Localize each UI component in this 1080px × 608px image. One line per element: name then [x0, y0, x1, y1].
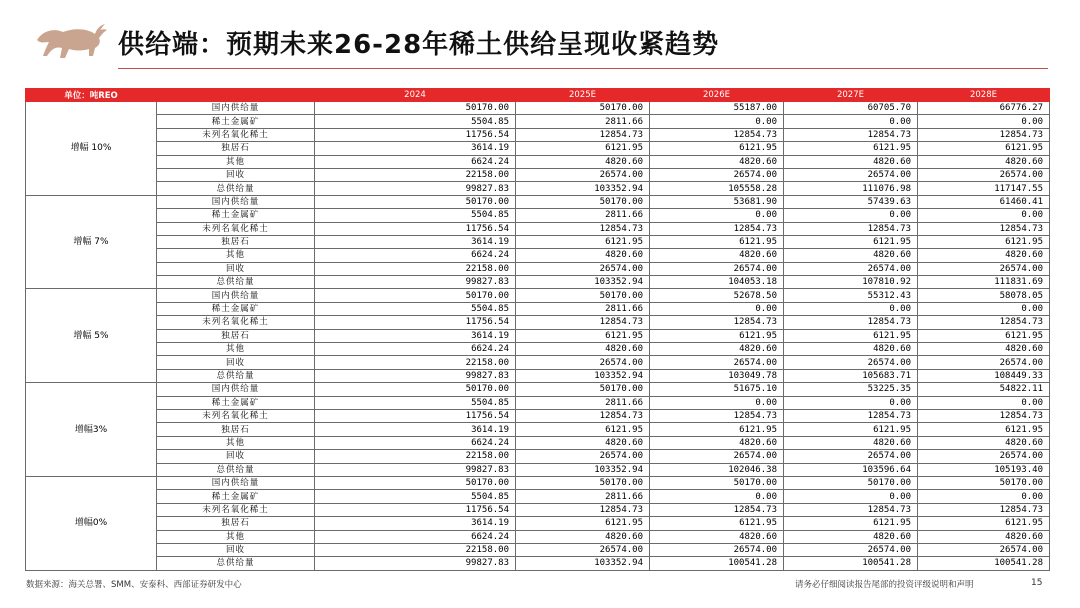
table-cell: 5504.85 — [315, 490, 516, 503]
table-cell: 26574.00 — [650, 168, 784, 181]
table-cell: 0.00 — [918, 490, 1050, 503]
table-cell: 99827.83 — [315, 463, 516, 476]
table-cell: 11756.54 — [315, 316, 516, 329]
table-row — [26, 343, 1050, 356]
table-cell: 53225.35 — [784, 383, 918, 396]
title-divider — [118, 68, 1048, 69]
growth-scenario-label: 增幅 10% — [26, 102, 157, 196]
table-cell: 26574.00 — [784, 356, 918, 369]
supply-item-label: 总供给量 — [157, 369, 315, 382]
table-cell: 6121.95 — [918, 517, 1050, 530]
table-cell: 104053.18 — [650, 276, 784, 289]
table-row — [26, 490, 1050, 503]
column-header: 2026E — [650, 89, 784, 102]
table-cell: 22158.00 — [315, 356, 516, 369]
table-row — [26, 128, 1050, 141]
disclaimer-note: 请务必仔细阅读报告尾部的投资评级说明和声明 — [795, 580, 974, 590]
table-cell: 0.00 — [918, 302, 1050, 315]
table-cell: 26574.00 — [650, 262, 784, 275]
table-cell: 11756.54 — [315, 409, 516, 422]
supply-item-label: 回收 — [157, 356, 315, 369]
table-cell: 50170.00 — [516, 195, 650, 208]
growth-scenario-label: 增幅 7% — [26, 195, 157, 289]
table-cell: 50170.00 — [315, 195, 516, 208]
table-row — [26, 102, 1050, 115]
table-row — [26, 517, 1050, 530]
table-row — [26, 503, 1050, 516]
table-cell: 3614.19 — [315, 329, 516, 342]
supply-item-label: 未列名氧化稀土 — [157, 128, 315, 141]
table-cell: 4820.60 — [918, 436, 1050, 449]
table-cell: 6121.95 — [650, 142, 784, 155]
table-cell: 6624.24 — [315, 249, 516, 262]
bull-logo-icon — [33, 22, 109, 62]
table-cell: 0.00 — [650, 490, 784, 503]
table-row — [26, 222, 1050, 235]
table-cell: 99827.83 — [315, 557, 516, 570]
table-cell: 103352.94 — [516, 369, 650, 382]
supply-item-label: 稀土金属矿 — [157, 396, 315, 409]
table-row — [26, 463, 1050, 476]
supply-item-label: 未列名氧化稀土 — [157, 503, 315, 516]
table-cell: 6121.95 — [918, 142, 1050, 155]
supply-item-label: 回收 — [157, 543, 315, 556]
supply-item-label: 独居石 — [157, 142, 315, 155]
supply-item-label: 稀土金属矿 — [157, 209, 315, 222]
table-cell: 6121.95 — [516, 142, 650, 155]
table-body — [26, 102, 1050, 571]
table-cell: 4820.60 — [516, 530, 650, 543]
table-row — [26, 262, 1050, 275]
supply-item-label: 总供给量 — [157, 276, 315, 289]
table-cell: 6121.95 — [650, 329, 784, 342]
supply-item-label: 其他 — [157, 530, 315, 543]
table-cell: 100541.28 — [918, 557, 1050, 570]
table-cell: 2811.66 — [516, 396, 650, 409]
table-cell: 0.00 — [784, 396, 918, 409]
table-cell: 5504.85 — [315, 115, 516, 128]
table-cell: 6121.95 — [784, 142, 918, 155]
supply-item-label: 未列名氧化稀土 — [157, 222, 315, 235]
supply-item-label: 稀土金属矿 — [157, 490, 315, 503]
table-cell: 4820.60 — [650, 155, 784, 168]
table-cell: 5504.85 — [315, 396, 516, 409]
page-number: 15 — [1031, 578, 1043, 588]
table-cell: 12854.73 — [650, 128, 784, 141]
growth-scenario-label: 增幅3% — [26, 383, 157, 477]
supply-item-label: 稀土金属矿 — [157, 302, 315, 315]
table-row — [26, 142, 1050, 155]
table-cell: 6121.95 — [516, 423, 650, 436]
table-cell: 12854.73 — [516, 409, 650, 422]
table-row — [26, 209, 1050, 222]
table-row — [26, 168, 1050, 181]
table-cell: 6121.95 — [784, 423, 918, 436]
table-cell: 105683.71 — [784, 369, 918, 382]
table-cell: 12854.73 — [918, 128, 1050, 141]
table-cell: 12854.73 — [784, 503, 918, 516]
table-cell: 12854.73 — [650, 222, 784, 235]
table-cell: 5504.85 — [315, 302, 516, 315]
table-cell: 4820.60 — [650, 530, 784, 543]
table-cell: 50170.00 — [516, 289, 650, 302]
table-cell: 0.00 — [918, 209, 1050, 222]
table-cell: 12854.73 — [650, 503, 784, 516]
growth-scenario-label: 增幅0% — [26, 476, 157, 570]
table-row — [26, 249, 1050, 262]
table-cell: 6624.24 — [315, 436, 516, 449]
table-cell: 100541.28 — [784, 557, 918, 570]
table-cell: 0.00 — [918, 396, 1050, 409]
table-cell: 4820.60 — [516, 436, 650, 449]
column-header: 2025E — [516, 89, 650, 102]
table-cell: 12854.73 — [918, 316, 1050, 329]
table-cell: 103352.94 — [516, 276, 650, 289]
table-row — [26, 423, 1050, 436]
table-cell: 111076.98 — [784, 182, 918, 195]
table-cell: 100541.28 — [650, 557, 784, 570]
table-cell: 50170.00 — [650, 476, 784, 489]
supply-item-label: 稀土金属矿 — [157, 115, 315, 128]
table-cell: 6121.95 — [516, 517, 650, 530]
table-cell: 50170.00 — [315, 289, 516, 302]
table-row — [26, 369, 1050, 382]
table-cell: 26574.00 — [918, 543, 1050, 556]
table-cell: 11756.54 — [315, 503, 516, 516]
table-cell: 2811.66 — [516, 209, 650, 222]
table-cell: 57439.63 — [784, 195, 918, 208]
table-cell: 26574.00 — [784, 168, 918, 181]
table-cell: 12854.73 — [784, 316, 918, 329]
table-cell: 26574.00 — [516, 168, 650, 181]
table-row — [26, 302, 1050, 315]
table-cell: 4820.60 — [918, 343, 1050, 356]
table-header-row — [26, 89, 1050, 102]
table-cell: 6121.95 — [650, 517, 784, 530]
column-header: 2024 — [315, 89, 516, 102]
table-cell: 12854.73 — [516, 222, 650, 235]
table-cell: 12854.73 — [650, 316, 784, 329]
page-title: 供给端：预期未来26-28年稀土供给呈现收紧趋势 — [118, 30, 720, 60]
table-row — [26, 436, 1050, 449]
table-cell: 26574.00 — [918, 168, 1050, 181]
supply-item-label: 国内供给量 — [157, 476, 315, 489]
supply-item-label: 国内供给量 — [157, 195, 315, 208]
supply-item-label: 其他 — [157, 436, 315, 449]
table-row — [26, 409, 1050, 422]
table-cell: 6624.24 — [315, 343, 516, 356]
table-cell: 50170.00 — [516, 102, 650, 115]
table-cell: 26574.00 — [516, 543, 650, 556]
supply-item-label: 国内供给量 — [157, 383, 315, 396]
table-cell: 50170.00 — [315, 476, 516, 489]
table-cell: 102046.38 — [650, 463, 784, 476]
table-cell: 26574.00 — [784, 450, 918, 463]
table-cell: 103596.64 — [784, 463, 918, 476]
table-cell: 99827.83 — [315, 276, 516, 289]
table-cell: 4820.60 — [650, 343, 784, 356]
table-row — [26, 276, 1050, 289]
table-cell: 6624.24 — [315, 530, 516, 543]
table-cell: 66776.27 — [918, 102, 1050, 115]
table-cell: 0.00 — [650, 209, 784, 222]
table-cell: 3614.19 — [315, 142, 516, 155]
supply-item-label: 独居石 — [157, 517, 315, 530]
table-cell: 0.00 — [918, 115, 1050, 128]
supply-item-label: 总供给量 — [157, 557, 315, 570]
table-cell: 6121.95 — [918, 235, 1050, 248]
supply-item-label: 回收 — [157, 262, 315, 275]
table-cell: 4820.60 — [784, 343, 918, 356]
table-cell: 103049.78 — [650, 369, 784, 382]
table-cell: 12854.73 — [784, 222, 918, 235]
table-cell: 6121.95 — [918, 423, 1050, 436]
table-row — [26, 195, 1050, 208]
supply-item-label: 独居石 — [157, 329, 315, 342]
supply-item-label: 其他 — [157, 155, 315, 168]
table-cell: 117147.55 — [918, 182, 1050, 195]
table-cell: 12854.73 — [918, 409, 1050, 422]
table-cell: 2811.66 — [516, 115, 650, 128]
item-header — [157, 89, 315, 102]
supply-item-label: 未列名氧化稀土 — [157, 409, 315, 422]
table-cell: 55312.43 — [784, 289, 918, 302]
table-cell: 12854.73 — [650, 409, 784, 422]
table-cell: 2811.66 — [516, 302, 650, 315]
supply-item-label: 独居石 — [157, 423, 315, 436]
unit-header: 单位：吨REO — [26, 89, 157, 102]
table-cell: 4820.60 — [650, 249, 784, 262]
table-row — [26, 543, 1050, 556]
table-cell: 12854.73 — [516, 316, 650, 329]
table-cell: 26574.00 — [918, 262, 1050, 275]
table-cell: 50170.00 — [516, 476, 650, 489]
table-cell: 4820.60 — [918, 155, 1050, 168]
table-cell: 108449.33 — [918, 369, 1050, 382]
table-cell: 26574.00 — [650, 543, 784, 556]
table-row — [26, 289, 1050, 302]
table-cell: 26574.00 — [784, 543, 918, 556]
table-cell: 6121.95 — [650, 235, 784, 248]
table-cell: 0.00 — [784, 115, 918, 128]
table-cell: 12854.73 — [918, 503, 1050, 516]
table-cell: 12854.73 — [516, 128, 650, 141]
column-header: 2027E — [784, 89, 918, 102]
table-cell: 50170.00 — [918, 476, 1050, 489]
table-cell: 3614.19 — [315, 235, 516, 248]
table-cell: 4820.60 — [784, 155, 918, 168]
table-cell: 5504.85 — [315, 209, 516, 222]
table-cell: 50170.00 — [784, 476, 918, 489]
table-cell: 61460.41 — [918, 195, 1050, 208]
table-cell: 12854.73 — [784, 409, 918, 422]
table-cell: 6121.95 — [784, 517, 918, 530]
table-row — [26, 235, 1050, 248]
table-cell: 11756.54 — [315, 222, 516, 235]
table-cell: 55187.00 — [650, 102, 784, 115]
table-cell: 0.00 — [784, 209, 918, 222]
table-cell: 0.00 — [650, 302, 784, 315]
table-cell: 6121.95 — [784, 235, 918, 248]
table-cell: 26574.00 — [918, 356, 1050, 369]
supply-item-label: 独居石 — [157, 235, 315, 248]
table-cell: 99827.83 — [315, 369, 516, 382]
table-row — [26, 450, 1050, 463]
table-cell: 4820.60 — [650, 436, 784, 449]
table-cell: 4820.60 — [784, 530, 918, 543]
table-cell: 4820.60 — [516, 249, 650, 262]
table-cell: 22158.00 — [315, 450, 516, 463]
table-cell: 103352.94 — [516, 557, 650, 570]
table-row — [26, 530, 1050, 543]
column-header: 2028E — [918, 89, 1050, 102]
table-cell: 6121.95 — [918, 329, 1050, 342]
table-cell: 103352.94 — [516, 463, 650, 476]
table-cell: 50170.00 — [516, 383, 650, 396]
table-cell: 12854.73 — [784, 128, 918, 141]
supply-item-label: 国内供给量 — [157, 289, 315, 302]
table-cell: 0.00 — [650, 115, 784, 128]
table-cell: 4820.60 — [516, 155, 650, 168]
table-cell: 54822.11 — [918, 383, 1050, 396]
table-cell: 26574.00 — [516, 262, 650, 275]
table-cell: 51675.10 — [650, 383, 784, 396]
table-cell: 6121.95 — [650, 423, 784, 436]
table-cell: 53681.90 — [650, 195, 784, 208]
table-cell: 6121.95 — [516, 329, 650, 342]
supply-item-label: 未列名氧化稀土 — [157, 316, 315, 329]
table-row — [26, 476, 1050, 489]
supply-item-label: 总供给量 — [157, 182, 315, 195]
supply-item-label: 回收 — [157, 450, 315, 463]
table-row — [26, 115, 1050, 128]
table-cell: 4820.60 — [918, 249, 1050, 262]
table-row — [26, 182, 1050, 195]
table-cell: 2811.66 — [516, 490, 650, 503]
table-cell: 4820.60 — [784, 249, 918, 262]
table-cell: 3614.19 — [315, 517, 516, 530]
table-cell: 22158.00 — [315, 168, 516, 181]
table-cell: 22158.00 — [315, 543, 516, 556]
table-cell: 12854.73 — [516, 503, 650, 516]
supply-item-label: 回收 — [157, 168, 315, 181]
table-cell: 22158.00 — [315, 262, 516, 275]
supply-item-label: 总供给量 — [157, 463, 315, 476]
table-row — [26, 155, 1050, 168]
table-cell: 6624.24 — [315, 155, 516, 168]
table-cell: 60705.70 — [784, 102, 918, 115]
table-cell: 6121.95 — [516, 235, 650, 248]
table-cell: 26574.00 — [516, 356, 650, 369]
supply-item-label: 国内供给量 — [157, 102, 315, 115]
table-cell: 50170.00 — [315, 383, 516, 396]
table-row — [26, 557, 1050, 570]
table-cell: 26574.00 — [516, 450, 650, 463]
table-cell: 107810.92 — [784, 276, 918, 289]
table-cell: 58078.05 — [918, 289, 1050, 302]
table-cell: 6121.95 — [784, 329, 918, 342]
table-row — [26, 329, 1050, 342]
table-cell: 4820.60 — [516, 343, 650, 356]
table-cell: 26574.00 — [650, 356, 784, 369]
growth-scenario-label: 增幅 5% — [26, 289, 157, 383]
table-cell: 52678.50 — [650, 289, 784, 302]
supply-item-label: 其他 — [157, 343, 315, 356]
table-cell: 26574.00 — [784, 262, 918, 275]
table-cell: 0.00 — [784, 490, 918, 503]
table-cell: 105558.28 — [650, 182, 784, 195]
table-cell: 0.00 — [650, 396, 784, 409]
table-cell: 26574.00 — [650, 450, 784, 463]
supply-item-label: 其他 — [157, 249, 315, 262]
table-cell: 26574.00 — [918, 450, 1050, 463]
table-row — [26, 316, 1050, 329]
table-row — [26, 383, 1050, 396]
table-cell: 3614.19 — [315, 423, 516, 436]
table-cell: 12854.73 — [918, 222, 1050, 235]
table-cell: 0.00 — [784, 302, 918, 315]
table-row — [26, 396, 1050, 409]
table-cell: 50170.00 — [315, 102, 516, 115]
table-cell: 103352.94 — [516, 182, 650, 195]
table-cell: 4820.60 — [784, 436, 918, 449]
table-cell: 105193.40 — [918, 463, 1050, 476]
table-cell: 99827.83 — [315, 182, 516, 195]
supply-table — [25, 88, 1050, 571]
table-row — [26, 356, 1050, 369]
table-cell: 111831.69 — [918, 276, 1050, 289]
table-cell: 4820.60 — [918, 530, 1050, 543]
data-source-note: 数据来源：海关总署、SMM、安泰科、西部证券研发中心 — [26, 580, 242, 590]
table-cell: 11756.54 — [315, 128, 516, 141]
